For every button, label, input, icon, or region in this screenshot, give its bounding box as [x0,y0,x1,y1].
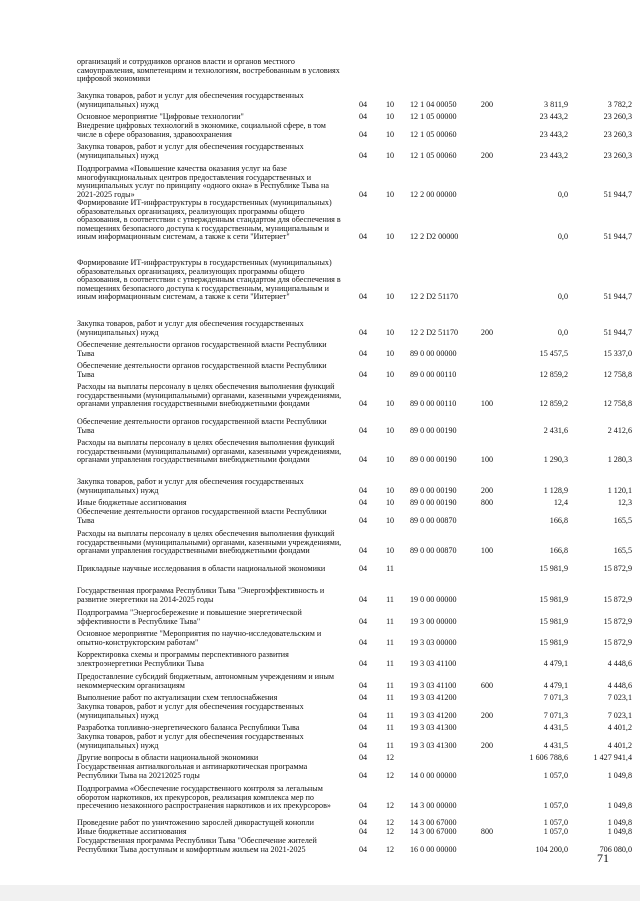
amount-year-1: 12 859,2 [539,369,568,379]
amount-year-1: 15 457,5 [539,348,568,358]
target-article-code: 12 2 D2 51170 [410,327,459,337]
amount-year-2: 165,5 [613,515,632,525]
amount-year-2: 23 260,3 [603,150,632,160]
amount-year-1: 15 981,9 [539,637,568,647]
target-article-code: 12 2 D2 00000 [410,232,459,242]
amount-year-2: 51 944,7 [603,232,632,242]
target-article-code: 12 1 05 00060 [410,150,457,160]
target-article-code: 89 0 00 00870 [410,515,457,525]
expense-type-code: 200 [480,485,494,495]
row-name: Закупка товаров, работ и услуг для обеспечения государственных (муниципальных) нужд [77,91,304,109]
target-article-code: 14 3 00 67000 [410,827,457,836]
expense-type-code: 200 [480,740,494,750]
section-code: 04 [358,740,368,750]
row-name: Расходы на выплаты персоналу в целях обеспечения выполнения функций государственными (муниципальными) органами, казенными учреждениями, органами управления государственными внебюджетными фондами [77,382,342,409]
section-code: 04 [358,425,368,435]
row-name: Обеспечение деятельности органов государственной власти Республики Тыва [77,361,327,379]
section-code: 04 [358,546,368,556]
row-name: Внедрение цифровых технологий в экономике, социальной сфере, в том числе в сфере образования, здравоохранения [77,121,326,139]
target-article-code: 12 1 05 00060 [410,129,457,139]
amount-year-1: 23 443,2 [539,129,568,139]
amount-year-1: 166,8 [549,546,568,556]
target-article-code: 89 0 00 00000 [410,348,457,358]
row-name: Государственная антиалкогольная и антинаркотическая программа Республики Тыва на 20212025 годы [77,762,308,780]
amount-year-1: 23 443,2 [539,150,568,160]
amount-year-1: 12,4 [553,498,568,507]
amount-year-2: 4 448,6 [607,680,632,690]
amount-year-1: 4 431,5 [543,723,568,732]
amount-year-2: 12,3 [617,498,632,507]
row-name: Закупка товаров, работ и услуг для обеспечения государственных (муниципальных) нужд [77,319,304,337]
amount-year-1: 1 290,3 [543,455,568,465]
subsection-code: 10 [385,189,395,199]
section-code: 04 [358,658,368,668]
subsection-code: 11 [386,740,394,750]
target-article-code: 89 0 00 00110 [410,369,457,379]
subsection-code: 10 [385,515,395,525]
amount-year-1: 23 443,2 [539,112,568,121]
amount-year-2: 1 120,1 [607,485,632,495]
subsection-code: 10 [385,369,395,379]
amount-year-1: 4 431,5 [543,740,568,750]
subsection-code: 11 [386,710,394,720]
section-code: 04 [358,723,368,732]
subsection-code: 10 [385,455,395,465]
amount-year-2: 1 427 941,4 [593,753,632,762]
amount-year-1: 7 071,3 [543,710,568,720]
section-code: 04 [358,112,368,121]
amount-year-1: 15 981,9 [539,616,568,626]
amount-year-2: 4 448,6 [607,658,632,668]
target-article-code: 16 0 00 00000 [410,844,457,854]
amount-year-2: 51 944,7 [603,327,632,337]
amount-year-2: 4 401,2 [607,723,632,732]
subsection-code: 11 [386,564,394,573]
section-code: 04 [358,232,368,242]
amount-year-2: 1 049,8 [607,827,632,836]
section-code: 04 [358,753,368,762]
amount-year-1: 3 811,9 [544,99,568,109]
section-code: 04 [358,150,368,160]
subsection-code: 10 [385,292,395,302]
section-code: 04 [358,801,368,811]
subsection-code: 10 [385,399,395,409]
subsection-code: 12 [385,827,395,836]
amount-year-2: 12 758,8 [603,369,632,379]
amount-year-2: 12 758,8 [603,399,632,409]
section-code: 04 [358,129,368,139]
target-article-code: 12 1 05 00000 [410,112,457,121]
amount-year-1: 0,0 [557,232,568,242]
amount-year-2: 51 944,7 [603,292,632,302]
row-name: Основное мероприятие "Мероприятия по научно-исследовательским и опытно-конструкторским работам" [77,629,322,647]
subsection-code: 12 [385,770,395,780]
expense-type-code: 100 [480,455,494,465]
subsection-code: 11 [386,637,394,647]
row-name: Разработка топливно-энергетического баланса Республики Тыва [77,723,300,732]
subsection-code: 10 [385,150,395,160]
section-code: 04 [358,348,368,358]
row-name: Подпрограмма «Повышение качества оказания услуг на базе многофункциональных центров предоставления государственных и муниципальных услуг по принципу «одного окна» в Республике Тыва на 2021-2025 годы» [77,164,329,199]
amount-year-2: 15 872,9 [603,594,632,604]
row-name: Другие вопросы в области национальной экономики [77,753,259,762]
row-name: Обеспечение деятельности органов государственной власти Республики Тыва [77,340,327,358]
amount-year-1: 7 071,3 [543,693,568,702]
subsection-code: 12 [385,753,395,762]
amount-year-2: 15 872,9 [603,616,632,626]
amount-year-2: 1 049,8 [607,818,632,827]
target-article-code: 89 0 00 00190 [410,498,457,507]
subsection-code: 10 [385,232,395,242]
row-name: Корректировка схемы и программы перспективного развития электроэнергетики Республики Тыва [77,650,289,668]
section-code: 04 [358,399,368,409]
expense-type-code: 200 [480,710,494,720]
row-name: Государственная программа Республики Тыва "Энергоэффективность и развитие энергетики на 2014-2025 годы [77,586,325,604]
section-code: 04 [358,710,368,720]
target-article-code: 19 3 03 41200 [410,710,457,720]
amount-year-2: 15 872,9 [603,564,632,573]
row-name: Закупка товаров, работ и услуг для обеспечения государственных (муниципальных) нужд [77,142,304,160]
subsection-code: 10 [385,129,395,139]
target-article-code: 14 3 00 67000 [410,818,457,827]
subsection-code: 11 [386,616,394,626]
target-article-code: 19 3 00 00000 [410,616,457,626]
section-code: 04 [358,369,368,379]
amount-year-2: 15 337,0 [603,348,632,358]
section-code: 04 [358,485,368,495]
expense-type-code: 100 [480,399,494,409]
amount-year-1: 1 057,0 [543,770,568,780]
amount-year-1: 1 057,0 [543,818,568,827]
section-code: 04 [358,515,368,525]
subsection-code: 10 [385,327,395,337]
amount-year-1: 15 981,9 [539,594,568,604]
subsection-code: 10 [385,112,395,121]
target-article-code: 89 0 00 00190 [410,425,457,435]
section-code: 04 [358,564,368,573]
target-article-code: 19 3 03 41300 [410,723,457,732]
row-name: Подпрограмма "Энергосбережение и повышение энергетической эффективности в Республике Тыва" [77,608,302,626]
section-code: 04 [358,616,368,626]
section-code: 04 [358,455,368,465]
target-article-code: 12 2 D2 51170 [410,292,459,302]
expense-type-code: 800 [480,498,494,507]
amount-year-2: 1 049,8 [607,770,632,780]
target-article-code: 19 3 03 41300 [410,740,457,750]
target-article-code: 19 3 03 41200 [410,693,457,702]
section-code: 04 [358,189,368,199]
target-article-code: 14 3 00 00000 [410,801,457,811]
row-name: Прикладные научные исследования в области национальной экономики [77,564,326,573]
target-article-code: 19 3 03 41100 [410,680,457,690]
amount-year-1: 1 606 788,6 [529,753,568,762]
amount-year-2: 2 412,6 [607,425,632,435]
expense-type-code: 600 [480,680,494,690]
subsection-code: 11 [386,723,394,732]
section-code: 04 [358,818,368,827]
subsection-code: 10 [385,498,395,507]
subsection-code: 10 [385,546,395,556]
subsection-code: 10 [385,425,395,435]
target-article-code: 12 2 00 00000 [410,189,457,199]
amount-year-2: 4 401,2 [607,740,632,750]
target-article-code: 19 0 00 00000 [410,594,457,604]
amount-year-2: 7 023,1 [607,710,632,720]
section-code: 04 [358,827,368,836]
section-code: 04 [358,770,368,780]
subsection-code: 10 [385,348,395,358]
expense-type-code: 200 [480,327,494,337]
section-code: 04 [358,327,368,337]
amount-year-2: 23 260,3 [603,129,632,139]
row-name: Формирование ИТ-инфраструктуры в государственных (муниципальных) образовательных организациях, реализующих программы общего образования, в соответствии с утвержденным стандартом для обеспечения в помещениях безопасного доступа к государственным, муниципальным и иным информационным системам, а также к сети "Интернет" [77,258,341,302]
target-article-code: 89 0 00 00110 [410,399,457,409]
target-article-code: 89 0 00 00190 [410,485,457,495]
amount-year-1: 0,0 [557,327,568,337]
expense-type-code: 800 [480,827,494,836]
section-code: 04 [358,594,368,604]
row-name: Проведение работ по уничтожению зарослей дикорастущей конопли [77,818,314,827]
target-article-code: 14 0 00 00000 [410,770,457,780]
section-code: 04 [358,99,368,109]
row-name: Предоставление субсидий бюджетным, автономным учреждениям и иным некоммерческим организациям [77,672,335,690]
row-name: Закупка товаров, работ и услуг для обеспечения государственных (муниципальных) нужд [77,732,304,750]
amount-year-2: 1 049,8 [607,801,632,811]
section-code: 04 [358,637,368,647]
section-code: 04 [358,292,368,302]
section-code: 04 [358,498,368,507]
row-name: Основное мероприятие "Цифровые технологии" [77,112,244,121]
subsection-code: 11 [386,658,394,668]
row-name: Формирование ИТ-инфраструктуры в государственных (муниципальных) образовательных организациях, реализующих программы общего образования, в соответствии с утвержденным стандартом для обеспечения в помещениях безопасного доступа к государственным, муниципальным и иным информационным системам, а также к сети "Интернет" [77,198,341,242]
amount-year-2: 1 280,3 [607,455,632,465]
amount-year-1: 104 200,0 [535,844,568,854]
amount-year-2: 3 782,2 [607,99,632,109]
amount-year-1: 1 057,0 [543,801,568,811]
target-article-code: 19 3 03 41100 [410,658,457,668]
subsection-code: 11 [386,594,394,604]
expense-type-code: 200 [480,150,494,160]
amount-year-1: 1 057,0 [543,827,568,836]
row-name: Обеспечение деятельности органов государственной власти Республики Тыва [77,417,327,435]
row-name: Подпрограмма «Обеспечение государственного контроля за легальным оборотом наркотиков, их прекурсоров, реализация комплекса мер по пресечению незаконного распространения наркотиков и их прекурсоров» [77,784,331,811]
amount-year-1: 15 981,9 [539,564,568,573]
row-name: Государственная программа Республики Тыва "Обеспечение жителей Республики Тыва доступным и комфортным жильем на 2021-2025 [77,836,317,854]
row-name: Закупка товаров, работ и услуг для обеспечения государственных (муниципальных) нужд [77,477,304,495]
expense-type-code: 100 [480,546,494,556]
amount-year-1: 12 859,2 [539,399,568,409]
amount-year-2: 165,5 [613,546,632,556]
amount-year-2: 706 080,0 [599,844,632,854]
subsection-code: 12 [385,818,395,827]
expense-type-code: 200 [480,99,494,109]
subsection-code: 12 [385,844,395,854]
amount-year-1: 166,8 [549,515,568,525]
section-code: 04 [358,693,368,702]
amount-year-1: 4 479,1 [543,658,568,668]
row-name: Закупка товаров, работ и услуг для обеспечения государственных (муниципальных) нужд [77,702,304,720]
row-name: Расходы на выплаты персоналу в целях обеспечения выполнения функций государственными (муниципальными) органами, казенными учреждениями, органами управления государственными внебюджетными фондами [77,438,342,465]
subsection-code: 10 [385,99,395,109]
page-number: 71 [597,851,609,865]
row-name: Обеспечение деятельности органов государственной власти Республики Тыва [77,507,327,525]
amount-year-1: 2 431,6 [543,425,568,435]
subsection-code: 11 [386,680,394,690]
subsection-code: 10 [385,485,395,495]
amount-year-1: 1 128,9 [543,485,568,495]
target-article-code: 89 0 00 00870 [410,546,457,556]
row-name: Иные бюджетные ассигнования [77,498,187,507]
target-article-code: 89 0 00 00190 [410,455,457,465]
amount-year-1: 4 479,1 [543,680,568,690]
amount-year-2: 7 023,1 [607,693,632,702]
row-name: организаций и сотрудников органов власти и органов местного самоуправления, компетенциям и технологиям, востребованным в условиях цифровой экономики [77,57,340,84]
amount-year-1: 0,0 [557,292,568,302]
row-name: Расходы на выплаты персоналу в целях обеспечения выполнения функций государственными (муниципальными) органами, казенными учреждениями, органами управления государственными внебюджетными фондами [77,529,342,556]
amount-year-2: 23 260,3 [603,112,632,121]
target-article-code: 19 3 03 00000 [410,637,457,647]
section-code: 04 [358,844,368,854]
subsection-code: 12 [385,801,395,811]
subsection-code: 11 [386,693,394,702]
bottom-shadow [0,885,640,901]
amount-year-2: 15 872,9 [603,637,632,647]
row-name: Иные бюджетные ассигнования [77,827,187,836]
amount-year-2: 51 944,7 [603,189,632,199]
amount-year-1: 0,0 [557,189,568,199]
target-article-code: 12 1 04 00050 [410,99,457,109]
section-code: 04 [358,680,368,690]
row-name: Выполнение работ по актуализации схем теплоснабжения [77,693,278,702]
